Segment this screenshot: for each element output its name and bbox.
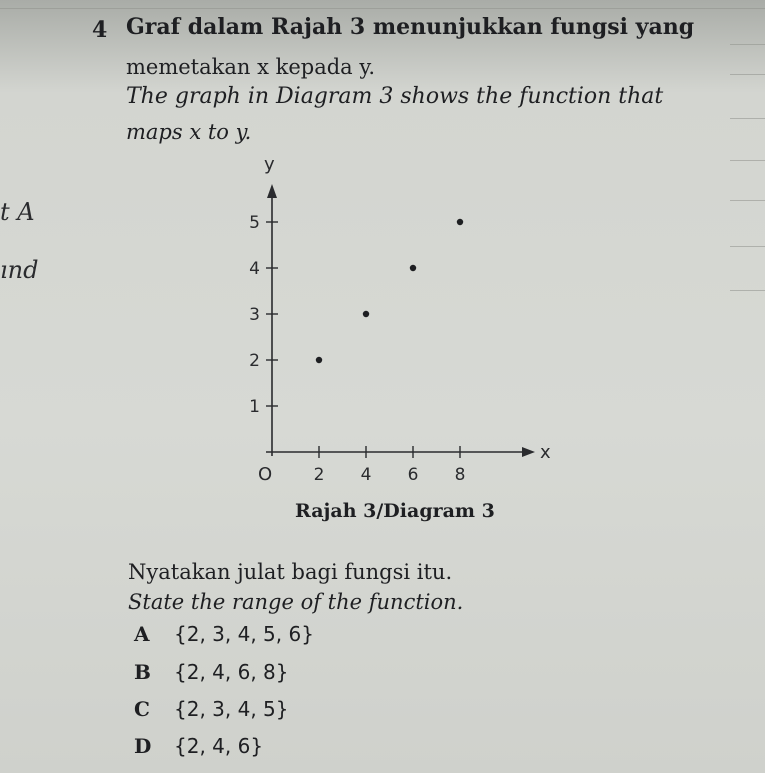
y-axis-label: y [264,154,275,175]
data-point [363,311,369,317]
option-a[interactable] [134,622,314,646]
option-c[interactable] [134,697,289,721]
x-tick-label: 2 [313,465,325,485]
option-text: {2, 3, 4, 5} [174,697,289,721]
y-tick-label: 4 [249,259,260,279]
origin-label: O [258,464,273,485]
x-axis-label: x [540,442,551,463]
x-tick-label: 8 [454,465,466,485]
y-axis-arrow [267,184,277,198]
margin-fragment: t A [0,198,35,226]
question-text-english-1: The graph in Diagram 3 shows the function that [126,84,664,109]
option-b[interactable] [134,660,289,684]
question-number: 4 [92,17,108,43]
x-axis-arrow [522,447,535,457]
y-tick-label: 2 [249,351,260,371]
x-tick-label: 4 [360,465,372,485]
data-point [410,265,416,271]
data-point [316,357,322,363]
option-text: {2, 4, 6, 8} [174,660,289,684]
x-tick-label: 6 [407,465,419,485]
chart-marks [316,219,463,363]
question-text-malay-2: memetakan x kepada y. [126,55,376,79]
question-text-english-2: maps x to y. [126,120,252,144]
margin-fragment: ınd [0,256,39,284]
y-tick-label: 5 [249,213,260,233]
option-letter: C [134,697,150,721]
option-letter: A [134,622,150,646]
y-tick-label: 1 [249,397,260,417]
option-text: {2, 4, 6} [174,734,264,758]
option-letter: B [134,660,151,684]
option-d[interactable] [134,734,263,758]
y-tick-label: 3 [249,305,260,325]
prompt-english: State the range of the function. [128,590,464,614]
option-text: {2, 3, 4, 5, 6} [174,622,314,646]
axes [249,154,551,485]
prompt-malay: Nyatakan julat bagi fungsi itu. [128,560,453,584]
data-point [457,219,463,225]
question-text-malay-1: Graf dalam Rajah 3 menunjukkan fungsi yang [126,14,695,40]
diagram-caption: Rajah 3/Diagram 3 [295,500,495,522]
option-letter: D [134,734,152,758]
